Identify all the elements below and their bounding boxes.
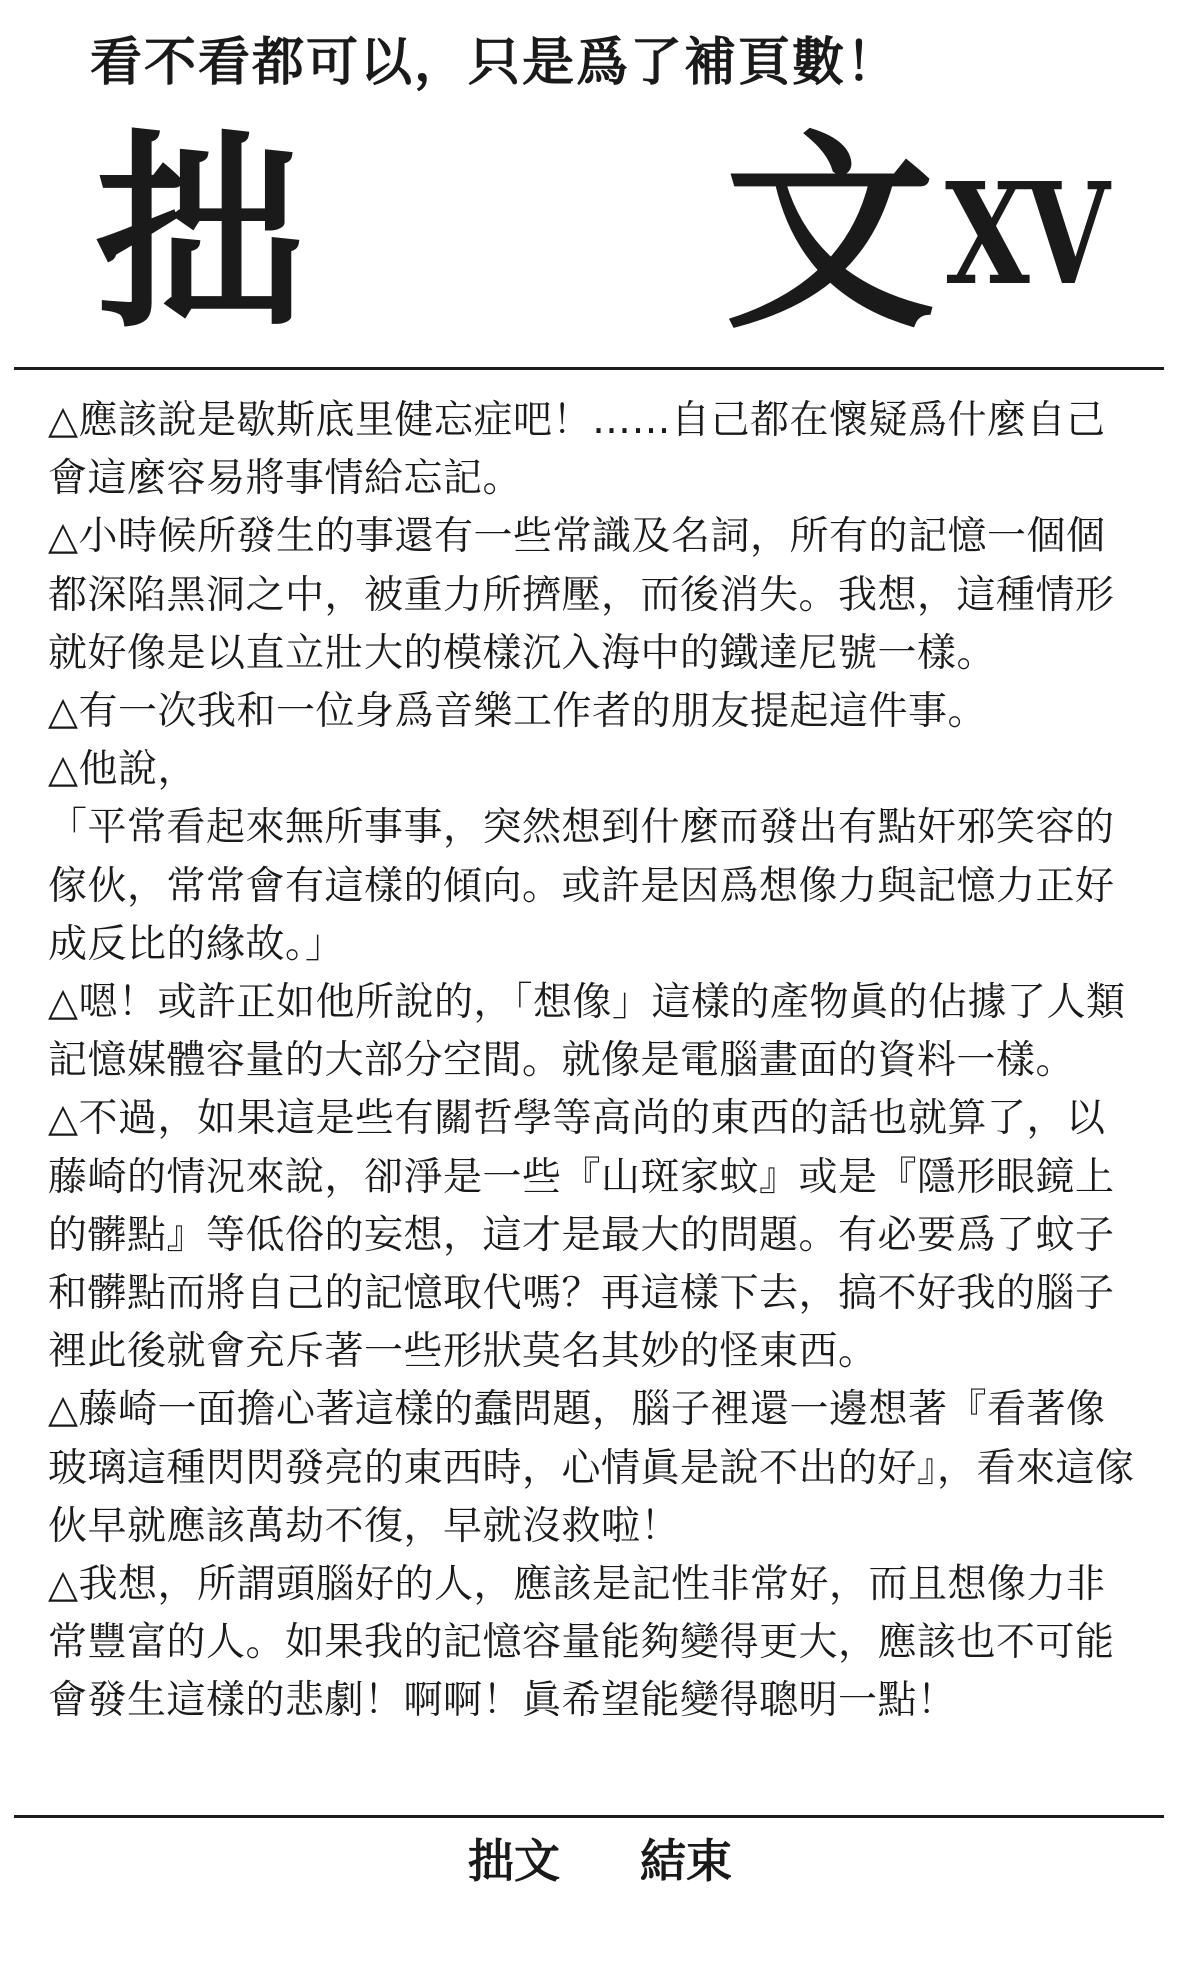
footer-right-text: 結束 <box>640 1834 732 1888</box>
title-character-right: 文 <box>725 112 936 357</box>
title-character-left: 拙 <box>95 112 306 357</box>
essay-body <box>48 392 1138 1731</box>
tagline: 看不看都可以，只是爲了補頁數！ <box>90 33 901 93</box>
footer-left-text: 拙文 <box>468 1834 560 1888</box>
paragraph: △有一次我和一位身爲音樂工作者的朋友提起這件事。 <box>48 689 987 735</box>
paragraph: △不過，如果這是些有關哲學等高尚的東西的話也就算了，以藤崎的情況來說，卻淨是一些『山斑家蚊』或是『隱形眼鏡上的髒點』等低俗的妄想，這才是最大的問題。有必要爲了蚊子和髒點而將自己的記憶取代嗎？再這樣下去，搞不好我的腦子裡此後就會充斥著一些形狀莫名其妙的怪東西。 <box>48 1096 1115 1375</box>
quote-paragraph: 「平常看起來無所事事，突然想到什麼而發出有點奸邪笑容的傢伙，常常會有這樣的傾向。或許是因爲想像力與記憶力正好成反比的緣故。」 <box>48 805 1115 967</box>
paragraph: △他說， <box>48 747 197 793</box>
footer <box>0 1828 1200 1894</box>
bottom-divider <box>14 1815 1164 1818</box>
paragraph: △藤崎一面擔心著這樣的蠢問題，腦子裡還一邊想著『看著像玻璃這種閃閃發亮的東西時，心情眞是說不出的好』，看來這傢伙早就應該萬劫不復，早就沒救啦！ <box>48 1387 1135 1549</box>
top-divider <box>14 367 1164 370</box>
title-roman-numeral: XV <box>945 153 1106 317</box>
paragraph: △應該說是歇斯底里健忘症吧！……自己都在懷疑爲什麼自己會這麼容易將事情給忘記。 <box>48 398 1106 502</box>
paragraph: △我想，所謂頭腦好的人，應該是記性非常好，而且想像力非常豐富的人。如果我的記憶容量能夠變得更大，應該也不可能會發生這樣的悲劇！啊啊！眞希望能變得聰明一點！ <box>48 1562 1115 1724</box>
paragraph: △小時候所發生的事還有一些常識及名詞，所有的記憶一個個都深陷黑洞之中，被重力所擠壓，而後消失。我想，這種情形就好像是以直立壯大的模樣沉入海中的鐵達尼號一樣。 <box>48 514 1115 676</box>
paragraph: △嗯！或許正如他所說的，「想像」這樣的產物眞的佔據了人類記憶媒體容量的大部分空間。就像是電腦畫面的資料一樣。 <box>48 980 1126 1084</box>
